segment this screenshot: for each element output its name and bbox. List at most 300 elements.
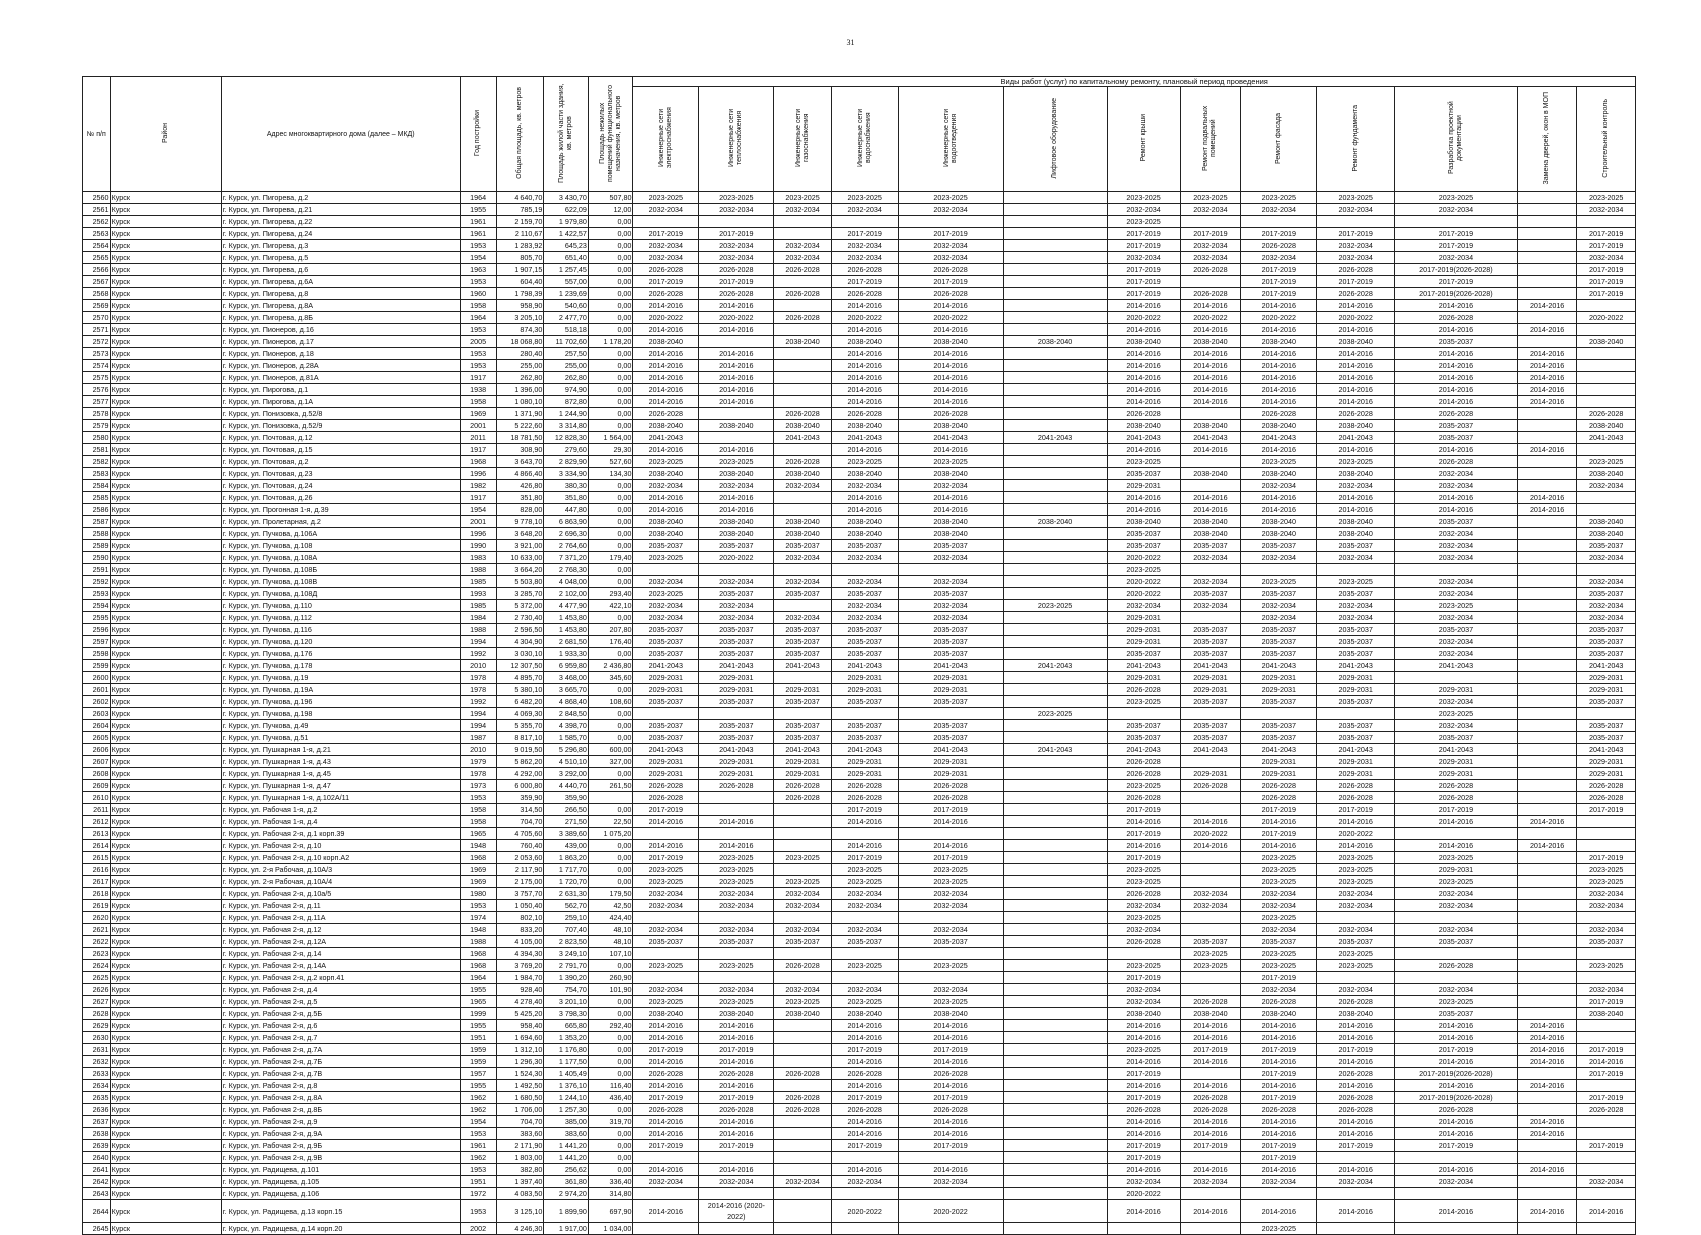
- cell-work-period: 2029-2031: [1107, 612, 1180, 624]
- cell-work-period: 2014-2016: [699, 324, 774, 336]
- cell-total-area: 3 921,00: [496, 540, 544, 552]
- cell-year: 1955: [460, 1080, 496, 1092]
- cell-district: Курск: [110, 204, 221, 216]
- cell-total-area: 314,50: [496, 804, 544, 816]
- cell-work-period: [1517, 336, 1576, 348]
- cell-work-period: 2023-2025: [831, 864, 898, 876]
- cell-address: г. Курск, ул. Радищева, д.14 корп.20: [221, 1223, 460, 1235]
- cell-num: 2598: [83, 648, 111, 660]
- cell-num: 2614: [83, 840, 111, 852]
- cell-living-area: 4 048,00: [544, 576, 589, 588]
- cell-year: 1982: [460, 480, 496, 492]
- cell-work-period: 2035-2037: [699, 624, 774, 636]
- cell-work-period: 2032-2034: [1577, 612, 1636, 624]
- cell-work-period: [1517, 1068, 1576, 1080]
- cell-district: Курск: [110, 1080, 221, 1092]
- cell-work-period: [1517, 240, 1576, 252]
- cell-work-period: 2035-2037: [1394, 432, 1517, 444]
- cell-work-period: 2038-2040: [774, 468, 831, 480]
- cell-work-period: 2014-2016: [1394, 1020, 1517, 1032]
- cell-address: г. Курск, ул. Пигорева, д.21: [221, 204, 460, 216]
- cell-work-period: [1517, 624, 1576, 636]
- cell-work-period: 2029-2031: [774, 756, 831, 768]
- cell-address: г. Курск, ул. Почтовая, д.26: [221, 492, 460, 504]
- cell-year: 1953: [460, 240, 496, 252]
- cell-total-area: 8 817,10: [496, 732, 544, 744]
- cell-year: 2011: [460, 432, 496, 444]
- cell-work-period: 2014-2016: [1107, 360, 1180, 372]
- cell-living-area: 540,60: [544, 300, 589, 312]
- cell-work-period: 2014-2016: [898, 360, 1003, 372]
- cell-district: Курск: [110, 552, 221, 564]
- cell-work-period: 2014-2016: [699, 444, 774, 456]
- cell-work-period: [1003, 720, 1107, 732]
- cell-total-area: 4 278,40: [496, 996, 544, 1008]
- cell-work-period: [1517, 1008, 1576, 1020]
- cell-work-period: 2014-2016: [1317, 360, 1394, 372]
- cell-work-period: 2032-2034: [898, 924, 1003, 936]
- cell-total-area: 2 110,67: [496, 228, 544, 240]
- cell-num: 2592: [83, 576, 111, 588]
- cell-work-period: [1517, 480, 1576, 492]
- cell-address: г. Курск, ул. Пионеров, д.81А: [221, 372, 460, 384]
- cell-work-period: 2014-2016: [699, 384, 774, 396]
- cell-work-period: [1107, 948, 1180, 960]
- cell-work-period: [1003, 852, 1107, 864]
- table-row: [83, 1116, 1636, 1128]
- cell-work-period: 2038-2040: [774, 516, 831, 528]
- cell-living-area: 6 863,90: [544, 516, 589, 528]
- cell-district: Курск: [110, 384, 221, 396]
- cell-district: Курск: [110, 1056, 221, 1068]
- cell-work-period: [1180, 804, 1240, 816]
- cell-work-period: 2020-2022: [1107, 576, 1180, 588]
- cell-work-period: 2014-2016: [1517, 384, 1576, 396]
- cell-living-area: 1 405,49: [544, 1068, 589, 1080]
- cell-address: г. Курск, ул. Рабочая 2-я, д.2 корп.41: [221, 972, 460, 984]
- cell-work-period: [774, 216, 831, 228]
- cell-work-period: 2023-2025: [1003, 600, 1107, 612]
- cell-work-period: [774, 228, 831, 240]
- cell-work-period: 2014-2016: [633, 504, 699, 516]
- cell-nonres-area: 600,00: [588, 744, 633, 756]
- cell-year: 1953: [460, 1164, 496, 1176]
- cell-work-period: 2023-2025: [774, 852, 831, 864]
- cell-address: г. Курск, ул. Пучкова, д.176: [221, 648, 460, 660]
- cell-work-period: 2035-2037: [774, 588, 831, 600]
- cell-work-period: [774, 1200, 831, 1223]
- cell-living-area: 1 257,30: [544, 1104, 589, 1116]
- cell-total-area: 1 803,00: [496, 1152, 544, 1164]
- cell-work-period: [1517, 828, 1576, 840]
- cell-work-period: [831, 1188, 898, 1200]
- cell-year: 1978: [460, 684, 496, 696]
- cell-work-period: 2014-2016: [831, 816, 898, 828]
- cell-address: г. Курск, ул. Пучкова, д.108В: [221, 576, 460, 588]
- cell-work-period: 2017-2019: [633, 276, 699, 288]
- cell-work-period: [1517, 276, 1576, 288]
- cell-work-period: 2017-2019: [1241, 1152, 1317, 1164]
- table-row: [83, 912, 1636, 924]
- cell-address: г. Курск, ул. Рабочая 2-я, д.1 корп.39: [221, 828, 460, 840]
- page-number: 31: [846, 38, 855, 47]
- cell-work-period: 2014-2016: [699, 396, 774, 408]
- cell-work-period: 2014-2016: [1394, 444, 1517, 456]
- cell-work-period: [774, 912, 831, 924]
- table-row: [83, 468, 1636, 480]
- cell-work-period: 2029-2031: [1241, 672, 1317, 684]
- cell-total-area: 4 069,30: [496, 708, 544, 720]
- cell-work-period: [1180, 852, 1240, 864]
- cell-num: 2627: [83, 996, 111, 1008]
- cell-work-period: [774, 1056, 831, 1068]
- cell-work-period: 2014-2016: [1107, 840, 1180, 852]
- table-row: [83, 1092, 1636, 1104]
- cell-living-area: 1 453,80: [544, 624, 589, 636]
- cell-work-period: [831, 948, 898, 960]
- cell-district: Курск: [110, 468, 221, 480]
- cell-district: Курск: [110, 1032, 221, 1044]
- cell-work-period: 2014-2016: [699, 300, 774, 312]
- table-row: [83, 240, 1636, 252]
- cell-work-period: 2014-2016: [1394, 1200, 1517, 1223]
- cell-work-period: 2032-2034: [699, 612, 774, 624]
- cell-work-period: [774, 840, 831, 852]
- cell-work-period: 2026-2028: [1394, 780, 1517, 792]
- cell-nonres-area: 292,40: [588, 1020, 633, 1032]
- cell-work-period: [1394, 1223, 1517, 1235]
- cell-work-period: 2032-2034: [831, 576, 898, 588]
- cell-num: 2638: [83, 1128, 111, 1140]
- cell-work-period: 2035-2037: [898, 696, 1003, 708]
- cell-work-period: [1577, 372, 1636, 384]
- cell-work-period: 2014-2016: [1517, 816, 1576, 828]
- cell-work-period: 2032-2034: [1394, 924, 1517, 936]
- table-row: [83, 864, 1636, 876]
- cell-work-period: [1003, 948, 1107, 960]
- cell-work-period: [1517, 852, 1576, 864]
- cell-work-period: [1003, 840, 1107, 852]
- cell-work-period: [699, 1152, 774, 1164]
- cell-address: г. Курск, ул. Пролетарная, д.2: [221, 516, 460, 528]
- cell-work-period: 2032-2034: [1180, 204, 1240, 216]
- cell-year: 1990: [460, 540, 496, 552]
- cell-work-period: [831, 708, 898, 720]
- table-row: [83, 528, 1636, 540]
- cell-work-period: [1517, 888, 1576, 900]
- cell-work-period: [1577, 504, 1636, 516]
- cell-num: 2596: [83, 624, 111, 636]
- cell-work-period: 2032-2034: [1107, 600, 1180, 612]
- cell-work-period: 2032-2034: [898, 600, 1003, 612]
- cell-work-period: 2032-2034: [633, 600, 699, 612]
- cell-work-period: 2020-2022: [831, 312, 898, 324]
- cell-work-period: 2014-2016: [1180, 1164, 1240, 1176]
- cell-total-area: 1 396,00: [496, 384, 544, 396]
- cell-num: 2562: [83, 216, 111, 228]
- cell-work-period: 2035-2037: [774, 732, 831, 744]
- cell-total-area: 9 019,50: [496, 744, 544, 756]
- cell-district: Курск: [110, 924, 221, 936]
- cell-year: 1961: [460, 1140, 496, 1152]
- cell-nonres-area: 260,90: [588, 972, 633, 984]
- cell-work-period: 2014-2016: [831, 384, 898, 396]
- cell-work-period: 2035-2037: [898, 936, 1003, 948]
- cell-living-area: 2 102,00: [544, 588, 589, 600]
- cell-work-period: 2032-2034: [1241, 612, 1317, 624]
- table-row: [83, 708, 1636, 720]
- cell-work-period: 2032-2034: [774, 552, 831, 564]
- cell-work-period: 2035-2037: [699, 936, 774, 948]
- cell-work-period: [898, 1152, 1003, 1164]
- cell-work-period: [1003, 624, 1107, 636]
- cell-year: 1992: [460, 648, 496, 660]
- cell-year: 1958: [460, 804, 496, 816]
- cell-num: 2571: [83, 324, 111, 336]
- cell-year: 2005: [460, 336, 496, 348]
- cell-work-period: 2020-2022: [699, 552, 774, 564]
- cell-work-period: 2029-2031: [699, 756, 774, 768]
- cell-work-period: [1003, 936, 1107, 948]
- cell-work-period: 2026-2028: [633, 780, 699, 792]
- cell-work-period: 2041-2043: [831, 660, 898, 672]
- cell-nonres-area: 176,40: [588, 636, 633, 648]
- cell-year: 1972: [460, 1188, 496, 1200]
- cell-work-period: 2014-2016: [898, 348, 1003, 360]
- table-row: [83, 888, 1636, 900]
- cell-work-period: 2032-2034: [831, 924, 898, 936]
- cell-work-period: 2023-2025: [1577, 864, 1636, 876]
- cell-work-period: [1003, 504, 1107, 516]
- cell-work-period: 2017-2019: [1107, 1140, 1180, 1152]
- cell-work-period: 2041-2043: [831, 744, 898, 756]
- cell-work-period: 2026-2028: [1180, 1092, 1240, 1104]
- cell-work-period: 2017-2019: [831, 1140, 898, 1152]
- cell-total-area: 4 394,30: [496, 948, 544, 960]
- cell-work-period: 2023-2025: [699, 456, 774, 468]
- cell-nonres-area: [588, 792, 633, 804]
- cell-total-area: 4 083,50: [496, 1188, 544, 1200]
- cell-num: 2595: [83, 612, 111, 624]
- cell-work-period: 2032-2034: [774, 612, 831, 624]
- cell-work-period: 2014-2016: [1180, 1200, 1240, 1223]
- cell-year: 1917: [460, 444, 496, 456]
- cell-work-period: [1180, 480, 1240, 492]
- cell-year: 1953: [460, 792, 496, 804]
- cell-work-period: 2023-2025: [1241, 912, 1317, 924]
- cell-district: Курск: [110, 804, 221, 816]
- header-work-7: Ремонт подвальных помещений: [1180, 87, 1240, 192]
- cell-nonres-area: 0,00: [588, 1104, 633, 1116]
- cell-district: Курск: [110, 1020, 221, 1032]
- cell-work-period: 2014-2016: [633, 1128, 699, 1140]
- cell-work-period: 2035-2037: [1394, 732, 1517, 744]
- cell-work-period: 2023-2025: [633, 996, 699, 1008]
- cell-num: 2612: [83, 816, 111, 828]
- table-row: [83, 1056, 1636, 1068]
- cell-work-period: 2014-2016: [1241, 1200, 1317, 1223]
- cell-work-period: [1003, 252, 1107, 264]
- cell-work-period: 2023-2025: [1107, 216, 1180, 228]
- cell-work-period: 2029-2031: [633, 768, 699, 780]
- table-row: [83, 1188, 1636, 1200]
- cell-work-period: 2032-2034: [1394, 576, 1517, 588]
- cell-address: г. Курск, ул. Радищева, д.13 корп.15: [221, 1200, 460, 1223]
- cell-work-period: 2017-2019: [1577, 1140, 1636, 1152]
- cell-work-period: 2032-2034: [1241, 204, 1317, 216]
- cell-work-period: 2017-2019: [831, 276, 898, 288]
- cell-living-area: 1 720,70: [544, 876, 589, 888]
- cell-work-period: 2026-2028: [831, 288, 898, 300]
- cell-work-period: 2023-2025: [1577, 192, 1636, 204]
- cell-nonres-area: 0,00: [588, 504, 633, 516]
- cell-living-area: 2 791,70: [544, 960, 589, 972]
- table-row: [83, 228, 1636, 240]
- cell-work-period: 2014-2016: [1180, 360, 1240, 372]
- cell-work-period: 2023-2025: [774, 996, 831, 1008]
- cell-living-area: 1 441,20: [544, 1152, 589, 1164]
- cell-work-period: 2035-2037: [774, 648, 831, 660]
- cell-work-period: [1003, 756, 1107, 768]
- cell-work-period: 2026-2028: [699, 288, 774, 300]
- cell-work-period: 2014-2016: [1394, 360, 1517, 372]
- cell-num: 2589: [83, 540, 111, 552]
- cell-work-period: 2014-2016: [1107, 1116, 1180, 1128]
- cell-district: Курск: [110, 396, 221, 408]
- cell-work-period: 2032-2034: [831, 984, 898, 996]
- cell-work-period: [1577, 1223, 1636, 1235]
- cell-work-period: [898, 708, 1003, 720]
- cell-work-period: 2029-2031: [1317, 684, 1394, 696]
- cell-living-area: 1 717,70: [544, 864, 589, 876]
- cell-work-period: 2014-2016: [1394, 840, 1517, 852]
- cell-work-period: 2014-2016: [1241, 1164, 1317, 1176]
- cell-work-period: 2014-2016: [1317, 1128, 1394, 1140]
- cell-work-period: 2035-2037: [699, 696, 774, 708]
- cell-work-period: 2032-2034: [1107, 204, 1180, 216]
- cell-work-period: 2038-2040: [1107, 336, 1180, 348]
- cell-year: 1992: [460, 696, 496, 708]
- cell-work-period: 2023-2025: [1003, 708, 1107, 720]
- cell-year: 1954: [460, 252, 496, 264]
- cell-work-period: 2014-2016: [699, 360, 774, 372]
- cell-work-period: 2032-2034: [774, 900, 831, 912]
- cell-work-period: 2017-2019: [1577, 276, 1636, 288]
- cell-work-period: 2032-2034: [633, 480, 699, 492]
- cell-work-period: 2032-2034: [898, 240, 1003, 252]
- cell-work-period: 2038-2040: [1577, 336, 1636, 348]
- cell-work-period: 2038-2040: [1317, 420, 1394, 432]
- cell-work-period: 2035-2037: [831, 624, 898, 636]
- cell-work-period: 2035-2037: [1577, 732, 1636, 744]
- table-row: [83, 960, 1636, 972]
- cell-work-period: [633, 828, 699, 840]
- header-work-12: Строительный контроль: [1577, 87, 1636, 192]
- cell-work-period: [1241, 708, 1317, 720]
- cell-work-period: [1003, 1092, 1107, 1104]
- table-row: [83, 984, 1636, 996]
- cell-total-area: 308,90: [496, 444, 544, 456]
- cell-work-period: [1577, 396, 1636, 408]
- cell-work-period: [1003, 348, 1107, 360]
- cell-work-period: 2017-2019: [633, 852, 699, 864]
- table-row: [83, 480, 1636, 492]
- cell-work-period: [1317, 1152, 1394, 1164]
- cell-work-period: [1003, 924, 1107, 936]
- cell-work-period: 2038-2040: [1317, 1008, 1394, 1020]
- cell-work-period: 2032-2034: [699, 924, 774, 936]
- cell-work-period: 2023-2025: [1241, 864, 1317, 876]
- cell-num: 2584: [83, 480, 111, 492]
- cell-year: 1988: [460, 564, 496, 576]
- cell-work-period: 2026-2028: [774, 960, 831, 972]
- cell-address: г. Курск, ул. Радищева, д.106: [221, 1188, 460, 1200]
- cell-work-period: 2026-2028: [633, 264, 699, 276]
- cell-work-period: [898, 1223, 1003, 1235]
- cell-year: 1988: [460, 624, 496, 636]
- cell-work-period: 2035-2037: [1317, 648, 1394, 660]
- cell-work-period: 2035-2037: [1317, 588, 1394, 600]
- header-work-4: Инженерные сети водоотведения: [898, 87, 1003, 192]
- cell-district: Курск: [110, 1164, 221, 1176]
- cell-work-period: 2026-2028: [1317, 1068, 1394, 1080]
- cell-living-area: 3 292,00: [544, 768, 589, 780]
- cell-year: 1953: [460, 1128, 496, 1140]
- cell-work-period: 2032-2034: [1317, 984, 1394, 996]
- cell-work-period: 2023-2025: [1317, 948, 1394, 960]
- cell-work-period: 2023-2025: [1241, 192, 1317, 204]
- cell-work-period: 2014-2016: [898, 444, 1003, 456]
- cell-work-period: [1577, 912, 1636, 924]
- cell-address: г. Курск, ул. Рабочая 2-я, д.14А: [221, 960, 460, 972]
- cell-work-period: [831, 912, 898, 924]
- cell-num: 2605: [83, 732, 111, 744]
- cell-total-area: 4 105,00: [496, 936, 544, 948]
- cell-work-period: 2035-2037: [1241, 732, 1317, 744]
- cell-living-area: 5 296,80: [544, 744, 589, 756]
- cell-work-period: 2041-2043: [699, 660, 774, 672]
- cell-work-period: [1317, 912, 1394, 924]
- cell-district: Курск: [110, 360, 221, 372]
- cell-work-period: 2032-2034: [1577, 252, 1636, 264]
- cell-work-period: 2014-2016: [1180, 1080, 1240, 1092]
- cell-total-area: 1 371,90: [496, 408, 544, 420]
- cell-work-period: 2014-2016: [1517, 1056, 1576, 1068]
- cell-work-period: 2014-2016: [1317, 444, 1394, 456]
- cell-work-period: [1003, 1080, 1107, 1092]
- cell-work-period: 2023-2025: [1577, 456, 1636, 468]
- cell-work-period: 2014-2016: [633, 444, 699, 456]
- cell-district: Курск: [110, 504, 221, 516]
- cell-work-period: 2038-2040: [1107, 1008, 1180, 1020]
- cell-work-period: [1517, 720, 1576, 732]
- cell-work-period: 2014-2016: [1394, 384, 1517, 396]
- cell-year: 1959: [460, 1044, 496, 1056]
- cell-work-period: 2029-2031: [898, 684, 1003, 696]
- cell-work-period: 2026-2028: [1241, 780, 1317, 792]
- cell-total-area: 5 372,00: [496, 600, 544, 612]
- cell-nonres-area: 134,30: [588, 468, 633, 480]
- cell-work-period: 2017-2019: [1241, 228, 1317, 240]
- cell-work-period: [1003, 1200, 1107, 1223]
- cell-work-period: 2017-2019: [1241, 288, 1317, 300]
- cell-work-period: 2026-2028: [831, 1068, 898, 1080]
- cell-living-area: 1 257,45: [544, 264, 589, 276]
- cell-total-area: 1 050,40: [496, 900, 544, 912]
- cell-work-period: 2041-2043: [1107, 432, 1180, 444]
- cell-total-area: 958,90: [496, 300, 544, 312]
- cell-work-period: 2014-2016: [633, 372, 699, 384]
